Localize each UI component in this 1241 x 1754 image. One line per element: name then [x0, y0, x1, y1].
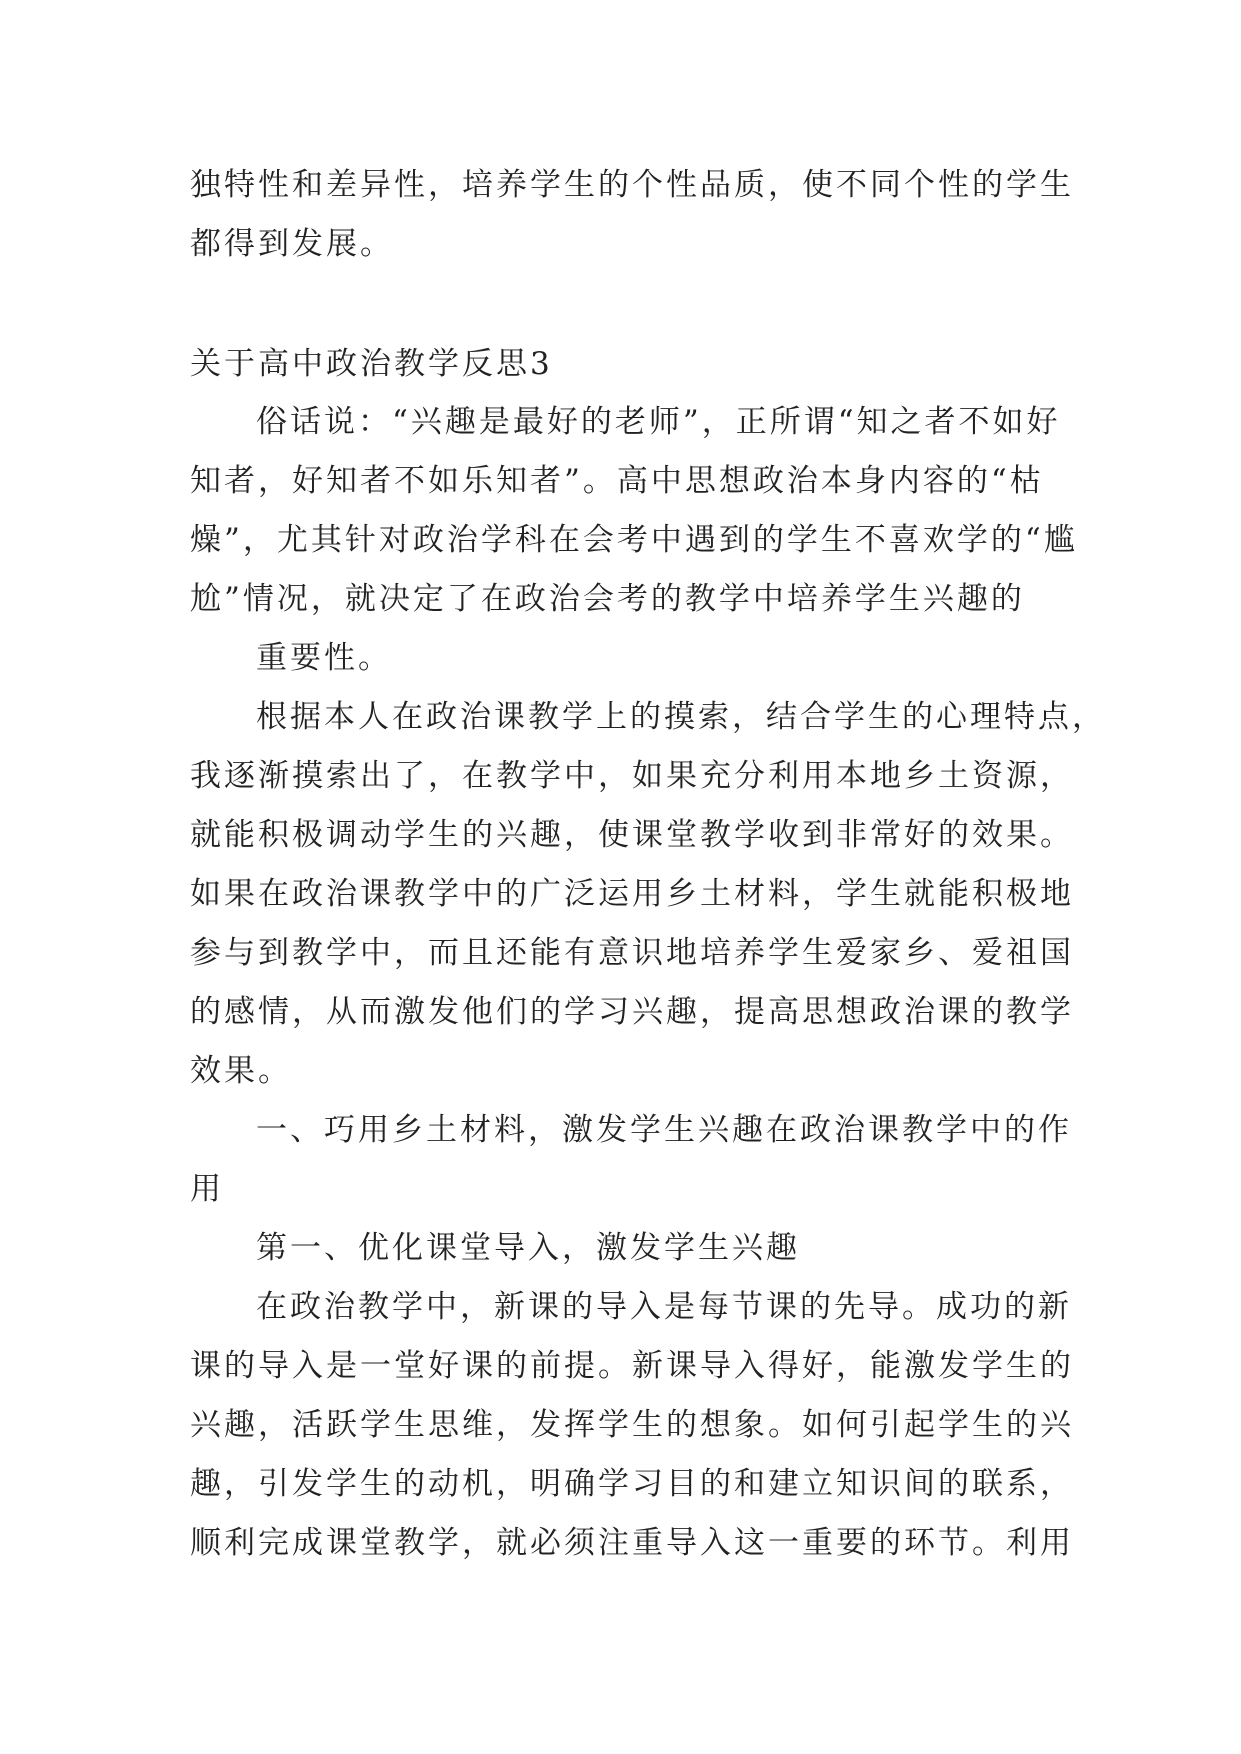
- heading-line: 一、巧用乡土材料，激发学生兴趣在政治课教学中的作: [256, 1112, 1072, 1148]
- text-line: 燥”，尤其针对政治学科在会考中遇到的学生不喜欢学的“尴: [190, 522, 1078, 558]
- text-line: 趣，引发学生的动机，明确学习目的和建立知识间的联系，: [190, 1466, 1074, 1502]
- heading-line: 用: [190, 1171, 224, 1207]
- text-line: 效果。: [190, 1053, 292, 1089]
- text-line: 独特性和差异性，培养学生的个性品质，使不同个性的学生: [190, 167, 1074, 203]
- text-line: 尬”情况，就决定了在政治会考的教学中培养学生兴趣的: [190, 581, 1025, 617]
- text-line: 就能积极调动学生的兴趣，使课堂教学收到非常好的效果。: [190, 817, 1074, 853]
- section-title: 关于高中政治教学反思3: [190, 346, 553, 382]
- text-line: 兴趣，活跃学生思维，发挥学生的想象。如何引起学生的兴: [190, 1407, 1074, 1443]
- text-line: 如果在政治课教学中的广泛运用乡土材料，学生就能积极地: [190, 876, 1074, 912]
- text-line: 俗话说：“兴趣是最好的老师”，正所谓“知之者不如好: [256, 404, 1061, 440]
- text-line: 参与到教学中，而且还能有意识地培养学生爱家乡、爱祖国: [190, 935, 1074, 971]
- text-line: 的感情，从而激发他们的学习兴趣，提高思想政治课的教学: [190, 994, 1074, 1030]
- subheading: 第一、优化课堂导入，激发学生兴趣: [256, 1230, 800, 1266]
- text-line: 重要性。: [256, 640, 392, 676]
- text-line: 在政治教学中，新课的导入是每节课的先导。成功的新: [256, 1289, 1072, 1325]
- text-line: 课的导入是一堂好课的前提。新课导入得好，能激发学生的: [190, 1348, 1074, 1384]
- text-line: 我逐渐摸索出了，在教学中，如果充分利用本地乡土资源，: [190, 758, 1074, 794]
- text-line: 都得到发展。: [190, 226, 394, 262]
- text-line: 知者，好知者不如乐知者”。高中思想政治本身内容的“枯: [190, 463, 1044, 499]
- text-line: 根据本人在政治课教学上的摸索，结合学生的心理特点，: [256, 699, 1106, 735]
- text-line: 顺利完成课堂教学，就必须注重导入这一重要的环节。利用: [190, 1525, 1074, 1561]
